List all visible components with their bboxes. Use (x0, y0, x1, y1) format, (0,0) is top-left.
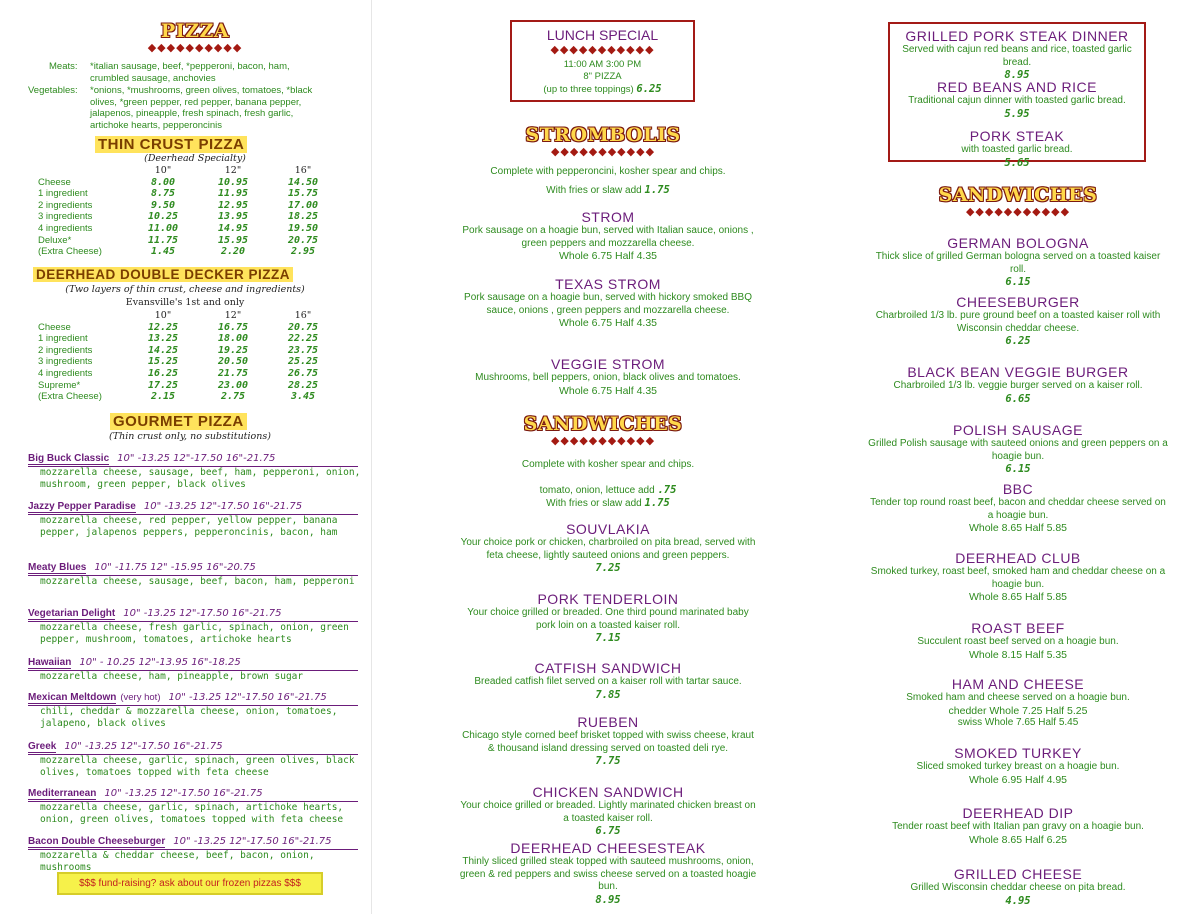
lunch-special-title: LUNCH SPECIAL (546, 27, 659, 43)
menu-item (890, 128, 1144, 170)
price-row (38, 211, 338, 223)
menu-item (890, 79, 1144, 121)
gourmet-item-name: Mexican Meltdown (28, 692, 117, 703)
menu-item (868, 805, 1168, 846)
price-row-label: Deluxe* (38, 234, 72, 246)
price-row (38, 322, 338, 334)
lunch-special-size: 8" PIZZA (583, 71, 622, 82)
gourmet-item (28, 603, 363, 645)
price-row-label: (Extra Cheese) (38, 246, 102, 258)
price-cell: 28.25 (287, 379, 319, 391)
price-row (38, 368, 338, 380)
price-cell: 13.95 (217, 211, 249, 223)
size-header: 10" (154, 310, 172, 321)
menu-item-name: POLISH SAUSAGE (953, 422, 1083, 438)
menu-item-price: chedder Whole 7.25 Half 5.25 (948, 704, 1088, 717)
price-cell: 18.00 (217, 333, 249, 345)
menu-item-desc: Pork sausage on a hoagie bun, served with Italian sauce, onions , green peppers and mozzarella cheese. (462, 225, 754, 249)
price-cell: 14.50 (287, 176, 319, 188)
menu-item-desc: Succulent roast beef served on a hoagie bun. (917, 636, 1119, 647)
price-row-label: 3 ingredients (38, 356, 93, 368)
price-cell: 15.25 (147, 356, 179, 368)
lunch-special-box (510, 20, 695, 102)
double-decker-title: DEERHEAD DOUBLE DECKER PIZZA (33, 267, 293, 282)
size-header: 10" (154, 165, 172, 176)
gourmet-item-header (28, 652, 358, 671)
menu-item-desc: Smoked turkey, roast beef, smoked ham and cheddar cheese on a hoagie bun. (870, 566, 1166, 590)
menu-item-name: ROAST BEEF (971, 620, 1065, 636)
sandwiches-addon-1-price: .75 (657, 483, 677, 496)
menu-item-price: 6.25 (1005, 335, 1031, 347)
menu-item (868, 422, 1168, 477)
menu-item (458, 521, 758, 576)
menu-item-price-2: swiss Whole 7.65 Half 5.45 (957, 717, 1079, 728)
menu-item (868, 676, 1168, 730)
price-row-label: 3 ingredients (38, 211, 93, 223)
menu-item-desc: Smoked ham and cheese served on a hoagie bun. (906, 692, 1130, 703)
menu-item (890, 28, 1144, 83)
size-header: 16" (294, 310, 312, 321)
gourmet-item (28, 736, 363, 778)
menu-item-price: Whole 6.75 Half 4.35 (558, 250, 658, 262)
thin-crust-price-table (38, 165, 338, 258)
size-header-row (38, 165, 338, 177)
menu-item-name: SOUVLAKIA (566, 521, 650, 537)
menu-item-name: RED BEANS AND RICE (937, 79, 1097, 95)
price-cell: 9.50 (150, 199, 176, 211)
menu-item-desc: Tender top round roast beef, bacon and cheddar cheese served on a hoagie bun. (870, 497, 1166, 521)
menu-item (458, 591, 758, 646)
menu-item-price-line (890, 108, 1144, 122)
price-row-label: 4 ingredients (38, 222, 93, 234)
menu-item-desc: Served with cajun red beans and rice, toasted garlic bread. (902, 44, 1132, 68)
price-cell: 12.25 (147, 321, 179, 333)
gourmet-item-header (28, 557, 358, 576)
gourmet-item (28, 496, 363, 538)
gourmet-item-header (28, 687, 358, 706)
price-cell: 2.15 (150, 391, 176, 403)
thin-crust-title: THIN CRUST PIZZA (95, 136, 247, 153)
menu-item (868, 866, 1168, 908)
sandwiches-header-1 (518, 413, 688, 447)
price-cell: 17.25 (147, 379, 179, 391)
menu-item-price-line (458, 894, 758, 908)
price-cell: 11.75 (147, 234, 179, 246)
gourmet-item-desc: mozzarella cheese, garlic, spinach, green olives, black olives, tomatoes topped with feta cheese (40, 755, 355, 778)
price-cell: 20.75 (287, 321, 319, 333)
menu-item-name: DEERHEAD DIP (962, 805, 1074, 821)
menu-item-price: 6.75 (595, 825, 621, 837)
gourmet-item-note: (very hot) (120, 692, 161, 703)
menu-item (458, 660, 758, 702)
menu-item-name: SMOKED TURKEY (954, 745, 1082, 761)
menu-item-name: VEGGIE STROM (550, 356, 666, 372)
size-header: 16" (294, 165, 312, 176)
sandwiches-intro: Complete with kosher spear and chips. (521, 459, 695, 470)
menu-item-price: Whole 6.75 Half 4.35 (558, 384, 658, 397)
gourmet-item-header (28, 736, 358, 755)
price-cell: 14.95 (217, 222, 249, 234)
strombolis-intro: Complete with pepperoncini, kosher spear and chips. (490, 166, 726, 177)
gourmet-item-desc: mozzarella cheese, sausage, beef, bacon, ham, pepperoni (40, 576, 355, 587)
price-row-label: 1 ingredient (38, 188, 88, 200)
menu-item-price: Whole 8.65 Half 5.85 (968, 522, 1068, 534)
price-row (38, 356, 338, 368)
size-header-row (38, 310, 338, 322)
menu-item-name: BBC (1002, 481, 1034, 497)
price-cell: 2.75 (220, 391, 246, 403)
gourmet-item (28, 687, 363, 729)
pizza-column (0, 0, 372, 914)
price-row-label: Cheese (38, 176, 71, 188)
menu-item-name: CHEESEBURGER (956, 294, 1080, 310)
double-decker-price-table (38, 310, 338, 403)
menu-item-price: 5.65 (1004, 156, 1030, 169)
gourmet-item-prices: 10" -11.75 12" -15.95 16"-20.75 (94, 562, 256, 573)
meats-list: *italian sausage, beef, *pepperoni, bacon, ham, crumbled sausage, anchovies (90, 61, 290, 84)
price-cell: 2.20 (220, 246, 246, 258)
price-cell: 8.75 (150, 188, 176, 200)
price-cell: 19.50 (287, 222, 319, 234)
price-cell: 20.50 (217, 356, 249, 368)
gourmet-item-header (28, 496, 358, 515)
menu-item-name: PORK TENDERLOIN (537, 591, 679, 607)
menu-item-price-line (868, 335, 1168, 349)
size-header-blank (38, 165, 128, 177)
sandwiches-addon-1: tomato, onion, lettuce add (539, 484, 655, 496)
gourmet-item (28, 448, 363, 490)
menu-item (868, 481, 1168, 535)
double-decker-tagline: Evansville's 1st and only (125, 297, 245, 308)
sandwiches-addon-2: With fries or slaw add (546, 498, 642, 509)
menu-item (868, 550, 1168, 604)
gourmet-item-desc: mozzarella cheese, sausage, beef, ham, pepperoni, onion, mushroom, green pepper, black olives (40, 467, 361, 490)
menu-item-name: PORK STEAK (969, 128, 1065, 144)
menu-item-price-line (458, 632, 758, 646)
sandwiches-title-1: SANDWICHES (523, 413, 683, 435)
price-cell: 16.25 (147, 367, 179, 379)
menu-item-price-line (868, 463, 1168, 477)
menu-item (868, 364, 1168, 406)
lunch-special-price: 6.25 (636, 83, 662, 95)
price-cell: 21.75 (217, 367, 249, 379)
sandwiches-header-2 (933, 184, 1103, 218)
strombolis-addon: With fries or slaw add (546, 184, 642, 196)
menu-item-name: TEXAS STROM (555, 276, 661, 292)
gourmet-item-name: Bacon Double Cheeseburger (28, 836, 166, 847)
gourmet-item-name: Vegetarian Delight (28, 608, 116, 619)
price-cell: 16.75 (217, 321, 249, 333)
price-cell: 15.75 (287, 188, 319, 200)
menu-item-desc: Chicago style corned beef brisket topped with swiss cheese, kraut & thousand island dressing served on toasted deli rye. (462, 730, 754, 754)
price-row (38, 235, 338, 247)
strombolis-title: STROMBOLIS (525, 124, 681, 146)
price-row-label: 2 ingredients (38, 344, 93, 356)
price-cell: 22.25 (287, 333, 319, 345)
thin-crust-subtitle: (Deerhead Specialty) (144, 153, 246, 164)
sandwiches-title-2: SANDWICHES (938, 184, 1098, 206)
gourmet-title: GOURMET PIZZA (110, 413, 247, 430)
menu-item-name: DEERHEAD CHEESESTEAK (510, 840, 706, 856)
size-header: 12" (224, 165, 242, 176)
strombolis-header (523, 124, 683, 158)
right-column (868, 0, 1168, 914)
diamond-divider-icon: ◆◆◆◆◆◆◆◆◆◆◆ (550, 146, 656, 158)
gourmet-item-prices: 10" -13.25 12"-17.50 16"-21.75 (117, 453, 276, 464)
menu-item-desc: Grilled Polish sausage with sauteed onions and green peppers on a hoagie bun. (868, 438, 1168, 462)
menu-item-desc: Tender roast beef with Italian pan gravy on a hoagie bun. (892, 821, 1144, 832)
gourmet-item-name: Big Buck Classic (28, 453, 110, 464)
gourmet-item-prices: 10" -13.25 12"-17.50 16"-21.75 (168, 692, 327, 703)
gourmet-item-desc: mozzarella cheese, garlic, spinach, artichoke hearts, onion, green olives, tomatoes topped with feta cheese (40, 802, 344, 825)
diamond-divider-icon: ◆◆◆◆◆◆◆◆◆◆◆ (550, 44, 655, 56)
menu-item (458, 356, 758, 397)
menu-item-price: 6.65 (1005, 392, 1031, 405)
diamond-divider-icon: ◆◆◆◆◆◆◆◆◆◆◆ (550, 435, 656, 447)
pizza-title: PIZZA (160, 20, 230, 42)
menu-item (458, 714, 758, 769)
menu-item-desc: Thinly sliced grilled steak topped with sauteed mushrooms, onion, green & red peppers and swiss cheese served on a toasted hoagie bun. (459, 856, 757, 892)
price-row-label: (Extra Cheese) (38, 391, 102, 403)
price-row (38, 177, 338, 189)
menu-item-price: 4.95 (1005, 894, 1031, 907)
menu-item (868, 235, 1168, 290)
menu-item-price-line (458, 825, 758, 839)
menu-item-price: Whole 8.65 Half 5.85 (968, 591, 1068, 603)
menu-item-price: Whole 8.65 Half 6.25 (968, 833, 1068, 846)
price-cell: 2.95 (290, 246, 316, 258)
sandwiches-addon-2-price: 1.75 (644, 497, 670, 509)
price-row-label: Cheese (38, 321, 71, 333)
gourmet-item-prices: 10" -13.25 12"-17.50 16"-21.75 (104, 788, 263, 799)
price-row-label: Supreme* (38, 379, 81, 391)
size-header-blank (38, 310, 128, 322)
price-row (38, 246, 338, 258)
menu-item-price: 6.15 (1005, 463, 1031, 475)
price-cell: 11.00 (147, 222, 179, 234)
menu-item-price: 7.85 (595, 688, 621, 701)
menu-item-price: 8.95 (1004, 69, 1030, 81)
gourmet-item-prices: 10" -13.25 12"-17.50 16"-21.75 (123, 608, 282, 619)
menu-item-name: BLACK BEAN VEGGIE BURGER (907, 364, 1129, 380)
menu-item-name: CHICKEN SANDWICH (532, 784, 684, 800)
price-cell: 18.25 (287, 211, 319, 223)
gourmet-item-name: Greek (28, 741, 57, 752)
menu-item-desc: Pork sausage on a hoagie bun, served with hickory smoked BBQ sauce, onions , green peppers and mozzarella cheese. (464, 292, 752, 316)
menu-item-name: GERMAN BOLOGNA (947, 235, 1089, 251)
menu-item-desc: Traditional cajun dinner with toasted garlic bread. (908, 95, 1126, 106)
middle-column (458, 0, 758, 914)
price-cell: 15.95 (217, 234, 249, 246)
price-cell: 14.25 (147, 344, 179, 356)
menu-item (868, 745, 1168, 786)
price-cell: 23.00 (217, 379, 249, 391)
price-cell: 1.45 (150, 246, 176, 258)
menu-item-price-line (868, 276, 1168, 290)
menu-item (458, 784, 758, 839)
gourmet-item (28, 831, 363, 873)
vegetables-label: Vegetables: (28, 85, 78, 96)
gourmet-item-header (28, 831, 358, 850)
menu-item-price: Whole 8.15 Half 5.35 (968, 648, 1068, 661)
menu-item-name: GRILLED CHEESE (953, 866, 1083, 882)
menu-item-price-line (868, 393, 1168, 407)
menu-item-price: 7.15 (595, 632, 621, 644)
menu-item-desc: Your choice grilled or breaded. One third pound marinated baby pork loin on a toasted kaiser roll. (467, 607, 749, 631)
fundraising-banner: $$$ fund-raising? ask about our frozen pizzas $$$ (57, 872, 323, 895)
price-row-label: 2 ingredients (38, 199, 93, 211)
menu-item-desc: Charbroiled 1/3 lb. pure ground beef on a toasted kaiser roll with Wisconsin cheddar cheese. (875, 310, 1161, 334)
menu-item-price-line (458, 755, 758, 769)
menu-item-name: HAM AND CHEESE (951, 676, 1085, 692)
price-row (38, 380, 338, 392)
menu-item (868, 294, 1168, 349)
gourmet-item (28, 652, 363, 683)
menu-item (458, 276, 758, 330)
price-row-label: 1 ingredient (38, 333, 88, 345)
menu-item-name: DEERHEAD CLUB (955, 550, 1081, 566)
menu-item-desc: Your choice grilled or breaded. Lightly marinated chicken breast on a toasted kaiser roll. (460, 800, 756, 824)
price-cell: 10.25 (147, 211, 179, 223)
price-cell: 13.25 (147, 333, 179, 345)
price-cell: 11.95 (217, 188, 249, 200)
menu-item-desc: Charbroiled 1/3 lb. veggie burger served on a kaiser roll. (893, 380, 1143, 391)
price-cell: 19.25 (217, 344, 249, 356)
gourmet-item-header (28, 448, 358, 467)
gourmet-item-header (28, 603, 358, 622)
menu-item (868, 620, 1168, 661)
gourmet-item-desc: mozzarella cheese, fresh garlic, spinach, onion, green pepper, mushroom, tomatoes, artichoke hearts (40, 622, 349, 645)
gourmet-item-name: Hawaiian (28, 657, 72, 668)
price-cell: 26.75 (287, 367, 319, 379)
price-row (38, 333, 338, 345)
menu-item-price-line (890, 157, 1144, 171)
menu-item-price: 7.75 (595, 755, 621, 767)
menu-item-desc: Grilled Wisconsin cheddar cheese on pita bread. (910, 882, 1126, 893)
gourmet-item-desc: mozzarella & cheddar cheese, beef, bacon, onion, mushrooms (40, 850, 315, 873)
gourmet-item-prices: 10" -13.25 12"-17.50 16"-21.75 (64, 741, 223, 752)
diamond-divider-icon: ◆◆◆◆◆◆◆◆◆◆ (147, 42, 243, 54)
price-row-label: 4 ingredients (38, 367, 93, 379)
gourmet-item-name: Meaty Blues (28, 562, 87, 573)
meats-label: Meats: (49, 61, 78, 72)
gourmet-item (28, 783, 363, 825)
price-cell: 20.75 (287, 234, 319, 246)
menu-item-name: CATFISH SANDWICH (534, 660, 682, 676)
gourmet-item-name: Mediterranean (28, 788, 97, 799)
gourmet-item-prices: 10" -13.25 12"-17.50 16"-21.75 (173, 836, 332, 847)
menu-item-name: STROM (581, 209, 635, 225)
price-cell: 17.00 (287, 199, 319, 211)
menu-item-name: GRILLED PORK STEAK DINNER (905, 28, 1129, 44)
gourmet-subtitle: (Thin crust only, no substitutions) (109, 431, 271, 442)
price-cell: 3.45 (290, 391, 316, 403)
price-row (38, 223, 338, 235)
menu-item-price: Whole 6.75 Half 4.35 (558, 317, 658, 329)
pizza-header (120, 20, 270, 54)
menu-item-price: 8.95 (595, 893, 621, 906)
menu-item-price: 5.95 (1004, 107, 1030, 120)
diamond-divider-icon: ◆◆◆◆◆◆◆◆◆◆◆ (965, 206, 1071, 218)
menu-item-price: 6.15 (1005, 276, 1031, 288)
price-cell: 10.95 (217, 176, 249, 188)
vegetables-list: *onions, *mushrooms, green olives, tomatoes, *black olives, *green pepper, red pepper, banana pepper, jalapenos, pineapple, fresh spinach, fresh garlic, artichoke hearts, pepperoncinis (90, 85, 313, 131)
price-cell: 8.00 (150, 176, 176, 188)
price-row (38, 188, 338, 200)
lunch-special-note: (up to three toppings) (543, 84, 634, 95)
price-row (38, 200, 338, 212)
menu-item (458, 840, 758, 907)
menu-item-price-line (458, 689, 758, 703)
price-cell: 12.95 (217, 199, 249, 211)
menu-item-price-line (868, 895, 1168, 909)
gourmet-item-prices: 10" - 10.25 12"-13.95 16"-18.25 (79, 657, 241, 668)
menu-item-desc: Breaded catfish filet served on a kaiser roll with tartar sauce. (474, 676, 742, 687)
menu-item-desc: with toasted garlic bread. (961, 144, 1073, 155)
gourmet-item-prices: 10" -13.25 12"-17.50 16"-21.75 (143, 501, 303, 512)
menu-item-price-line (458, 562, 758, 576)
dinners-box (888, 22, 1146, 169)
gourmet-item-desc: mozzarella cheese, red pepper, yellow pepper, banana pepper, jalapenos peppers, pepperoncinis, bacon, ham (40, 515, 338, 538)
lunch-special-hours: 11:00 AM 3:00 PM (563, 59, 642, 70)
gourmet-item-header (28, 783, 358, 802)
price-cell: 23.75 (287, 344, 319, 356)
price-cell: 25.25 (287, 356, 319, 368)
menu-item-desc: Thick slice of grilled German bologna served on a toasted kaiser roll. (875, 251, 1161, 275)
gourmet-item (28, 557, 363, 588)
gourmet-item-name: Jazzy Pepper Paradise (28, 501, 136, 512)
strombolis-addon-price: 1.75 (644, 183, 670, 196)
menu-item-desc: Your choice pork or chicken, charbroiled on pita bread, served with feta cheese, lightly sauteed onions and green peppers. (460, 537, 756, 561)
menu-item-name: RUEBEN (577, 714, 639, 730)
gourmet-item-desc: chili, cheddar & mozzarella cheese, onion, tomatoes, jalapeno, black olives (40, 706, 338, 729)
menu-item-desc: Mushrooms, bell peppers, onion, black olives and tomatoes. (475, 372, 741, 383)
menu-item-desc: Sliced smoked turkey breast on a hoagie bun. (916, 761, 1120, 772)
double-decker-subtitle: (Two layers of thin crust, cheese and ingredients) (65, 284, 305, 295)
menu-item-price: Whole 6.95 Half 4.95 (968, 773, 1068, 786)
price-row (38, 391, 338, 403)
menu-item-price: 7.25 (595, 562, 621, 574)
gourmet-item-desc: mozzarella cheese, ham, pineapple, brown sugar (40, 671, 304, 682)
price-row (38, 345, 338, 357)
size-header: 12" (224, 310, 242, 321)
menu-item (458, 209, 758, 263)
